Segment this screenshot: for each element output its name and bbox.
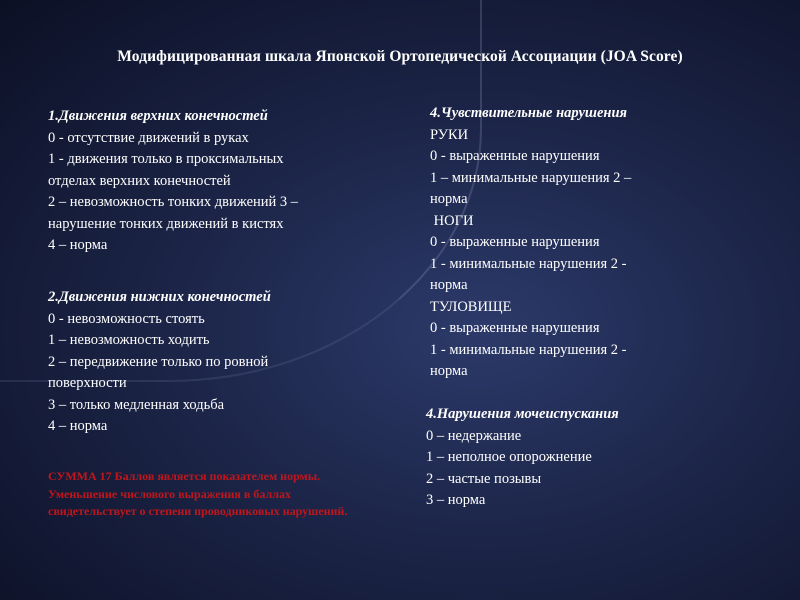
lower-line-4: поверхности	[48, 375, 127, 391]
upper-line-6: 4 – норма	[48, 237, 108, 253]
lower-line-2: 1 – невозможность ходить	[48, 332, 210, 348]
sensory-line-11: 1 - минимальные нарушения 2 -	[430, 341, 627, 358]
sensory-heading: 4.Чувствительные нарушения	[430, 105, 627, 121]
upper-line-2: 1 - движения только в проксимальных	[48, 151, 284, 167]
slide-title: Модифицированная шкала Японской Ортопедической Ассоциации (JOA Score)	[117, 48, 683, 65]
sensory-line-10: 0 - выраженные нарушения	[430, 320, 600, 336]
sensory-line-5: НОГИ	[430, 212, 474, 229]
lower-limbs-section	[48, 287, 388, 438]
upper-line-3: отделах верхних конечностей	[48, 172, 231, 189]
urination-section	[426, 404, 726, 512]
lower-limbs-heading: 2.Движения нижних конечностей	[48, 289, 271, 305]
lower-line-6: 4 – норма	[48, 418, 108, 434]
urination-line-2: 1 – неполное опорожнение	[426, 449, 592, 465]
sensory-section	[430, 103, 730, 383]
upper-line-1: 0 - отсутствие движений в руках	[48, 129, 249, 146]
urination-heading: 4.Нарушения мочеиспускания	[426, 406, 619, 422]
summary-note: СУММА 17 Баллов является показателем нормы. Уменьшение числового выражения в баллах свидетельствует о степени проводниковых нарушений.	[48, 469, 348, 518]
urination-line-4: 3 – норма	[426, 492, 486, 508]
sensory-line-7: 1 - минимальные нарушения 2 -	[430, 255, 627, 272]
upper-line-5: нарушение тонких движений в кистях	[48, 215, 284, 232]
sensory-line-8: норма	[430, 277, 468, 293]
upper-limbs-section	[48, 106, 388, 257]
sensory-line-6: 0 - выраженные нарушения	[430, 234, 600, 250]
sensory-line-9: ТУЛОВИЩЕ	[430, 298, 512, 315]
sensory-line-4: норма	[430, 191, 468, 207]
urination-line-1: 0 – недержание	[426, 427, 522, 444]
lower-line-1: 0 - невозможность стоять	[48, 310, 205, 327]
sensory-line-2: 0 - выраженные нарушения	[430, 148, 600, 164]
urination-line-3: 2 – частые позывы	[426, 470, 542, 487]
lower-line-3: 2 – передвижение только по ровной	[48, 353, 269, 370]
sensory-line-12: норма	[430, 363, 468, 379]
upper-line-4: 2 – невозможность тонких движений 3 –	[48, 194, 299, 210]
sensory-line-3: 1 – минимальные нарушения 2 –	[430, 169, 632, 186]
upper-limbs-heading: 1.Движения верхних конечностей	[48, 108, 268, 124]
sensory-line-1: РУКИ	[430, 126, 469, 143]
lower-line-5: 3 – только медленная ходьба	[48, 396, 225, 413]
